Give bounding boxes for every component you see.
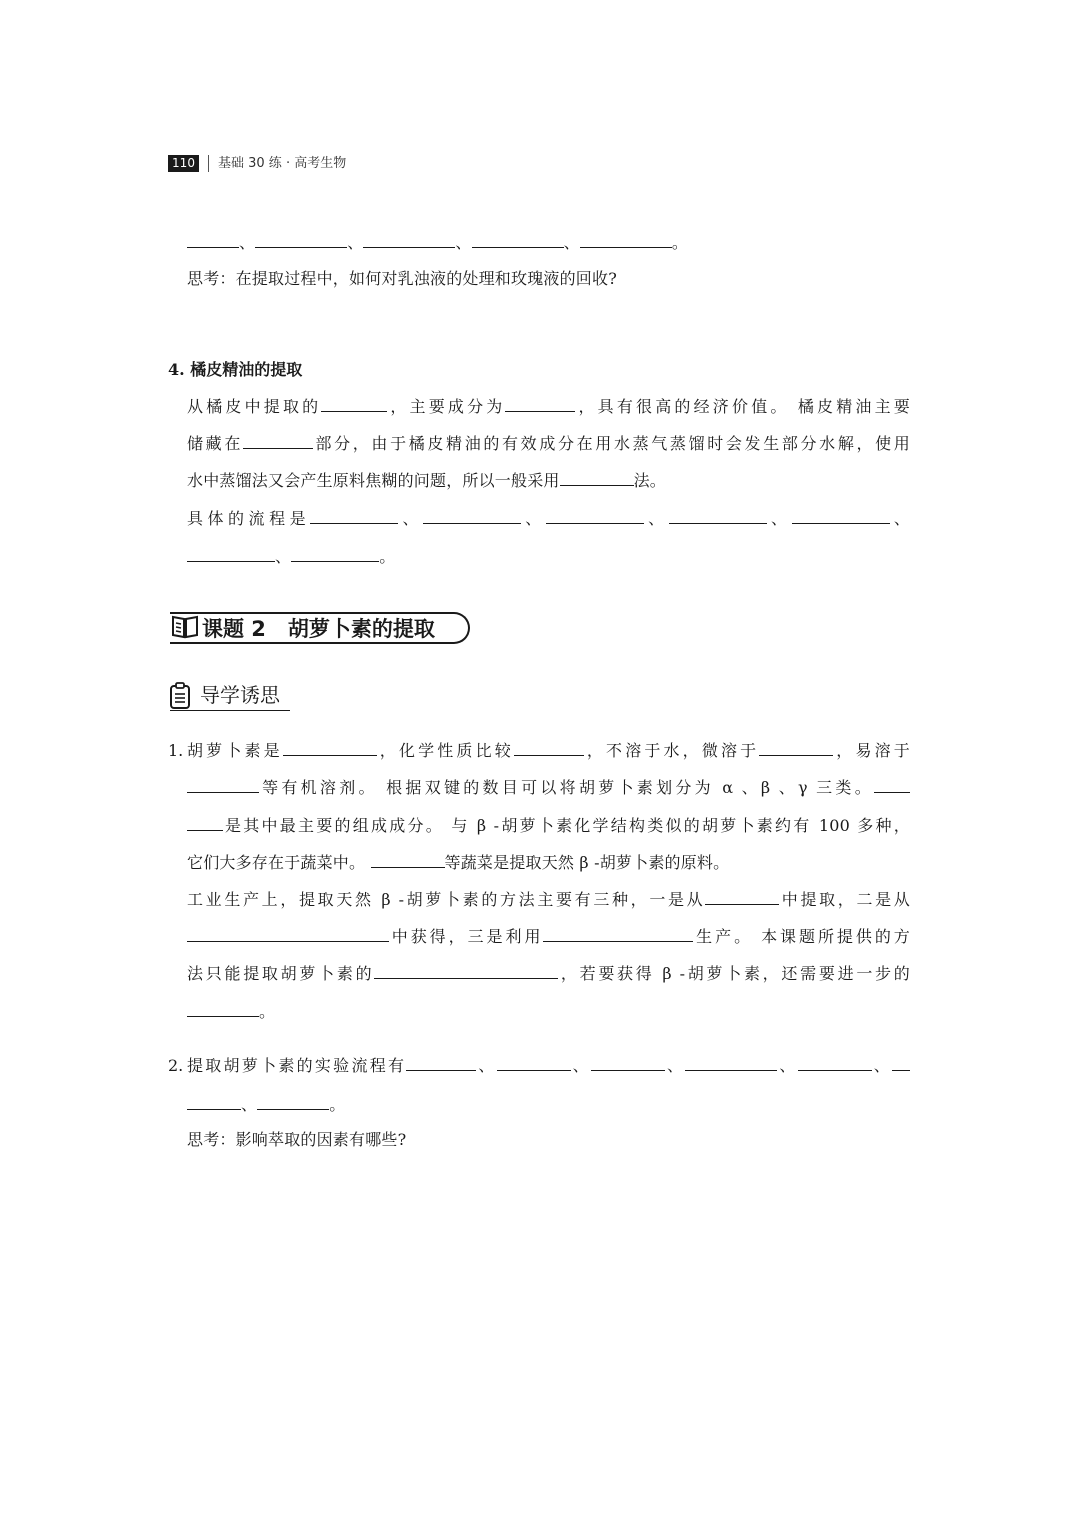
book-icon: [170, 612, 200, 640]
question-1-line-3: 是其中最主要的组成成分。 与 β -胡萝卜素化学结构类似的胡萝卜素约有 100 多种，: [187, 815, 910, 837]
guide-underline: [170, 710, 290, 711]
topic-title: 课题 2 胡萝卜素的提取: [202, 617, 435, 641]
question-1-line-8: 。: [187, 1001, 275, 1023]
question-1-line-5: 工业生产上，提取天然 β -胡萝卜素的方法主要有三种，一是从 中提取，二是从: [187, 890, 910, 909]
guide-heading: 导学诱思: [200, 683, 280, 707]
question-1-line-4: 它们大多存在于蔬菜中。 等蔬菜是提取天然 β -胡萝卜素的原料。: [187, 853, 730, 872]
question-1-line-1: 胡萝卜素是 ，化学性质比较 ，不溶于水，微溶于 ，易溶于: [187, 741, 910, 760]
question-1-line-2: 等有机溶剂。 根据双键的数目可以将胡萝卜素划分为 α 、β 、γ 三类。: [187, 777, 910, 799]
think-question-2: 思考：影响萃取的因素有哪些?: [187, 1130, 407, 1149]
question-1-line-7: 法只能提取胡萝卜素的 ，若要获得 β -胡萝卜素，还需要进一步的: [187, 964, 910, 983]
page-number: 110: [168, 155, 199, 172]
question-2-line-1: 提取胡萝卜素的实验流程有 、 、 、 、 、: [187, 1055, 910, 1077]
section-4-heading: 4. 橘皮精油的提取: [168, 360, 303, 379]
section-4-line-1: 从橘皮中提取的 ，主要成分为 ，具有很高的经济价值。 橘皮精油主要: [187, 397, 911, 416]
section-4-flow-line-2: 、 。: [187, 546, 395, 568]
think-question: 思考：在提取过程中，如何对乳浊液的处理和玫瑰液的回收?: [187, 269, 617, 288]
header-divider: [208, 155, 209, 172]
question-1-number: 1.: [168, 741, 184, 760]
book-title: 基础 30 练 · 高考生物: [218, 156, 347, 171]
blank-list-line: 、 、 、 、 。: [187, 232, 688, 254]
question-2-number: 2.: [168, 1056, 184, 1075]
section-4-line-2: 储藏在 部分，由于橘皮精油的有效成分在用水蒸气蒸馏时会发生部分水解，使用: [187, 434, 910, 453]
clipboard-icon: [168, 682, 192, 710]
question-2-line-2: 、 。: [187, 1094, 345, 1116]
section-4-line-3: 水中蒸馏法又会产生原料焦糊的问题，所以一般采用 法。: [187, 471, 667, 490]
section-4-flow-line: 具体的流程是 、 、 、 、 、: [187, 509, 911, 528]
question-1-line-6: 中获得，三是利用 生产。 本课题所提供的方: [187, 926, 910, 948]
